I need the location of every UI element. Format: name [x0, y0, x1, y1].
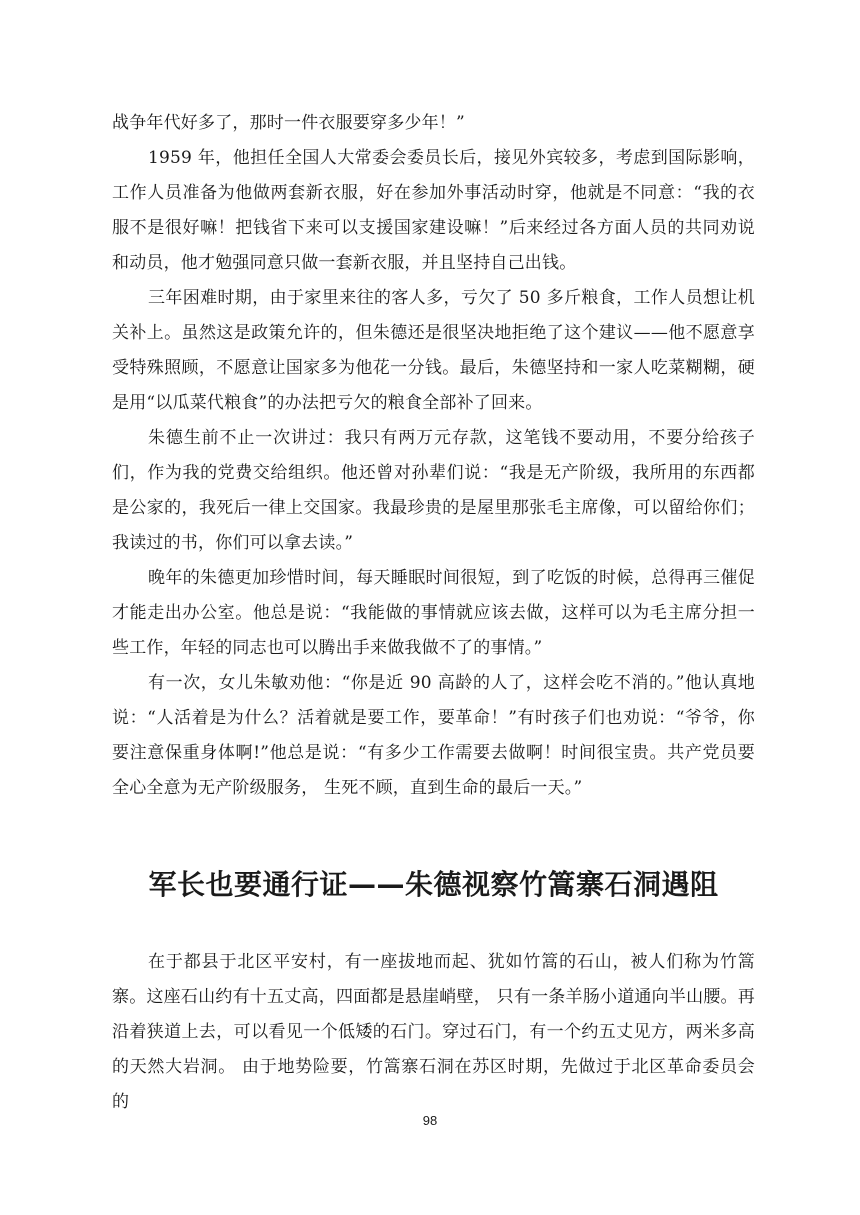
paragraph-daughter: 有一次，女儿朱敏劝他：“你是近 90 高龄的人了，这样会吃不消的。”他认真地说：“人活着是为什么？活着就是要工作，要革命！”有时孩子们也劝说：“爷爷，你要注意保重身体啊!”他总是说：“有多少工作需要去做啊！时间很宝贵。共产党员要全心全意为无产阶级服务， 生死不顾，直到生命的最后一天。” [112, 673, 755, 798]
page-number: 98 [422, 1113, 438, 1128]
section-title: 军长也要通行证——朱德视察竹篙寨石洞遇阻 [148, 868, 719, 901]
paragraph-zhugaozhai: 在于都县于北区平安村，有一座拔地而起、犹如竹篙的石山，被人们称为竹篙寨。这座石山约有十五丈高，四面都是悬崖峭壁， 只有一条羊肠小道通向半山腰。再沿着狭道上去，可以看见一个低矮的石门。穿过石门，有一个约五丈见方，两米多高的天然大岩洞。 由于地势险要，竹篙寨石洞在苏区时期，先做过于北区革命委员会 的 [112, 952, 755, 1112]
body-text-top [112, 106, 755, 806]
paragraph-continuation: 战争年代好多了，那时一件衣服要穿多少年！” [112, 113, 465, 133]
paragraph-hard-times: 三年困难时期，由于家里来往的客人多，亏欠了 50 多斤粮食，工作人员想让机关补上。虽然这是政策允许的，但朱德还是很坚决地拒绝了这个建议——他不愿意享受特殊照顾，不愿意让国家多为他花一分钱。最后，朱德坚持和一家人吃菜糊糊，硬是用“以瓜菜代粮食”的办法把亏欠的粮食全部补了回来。 [112, 288, 755, 413]
paragraph-late-years: 晚年的朱德更加珍惜时间，每天睡眠时间很短，到了吃饭的时候，总得再三催促才能走出办公室。他总是说：“我能做的事情就应该去做，这样可以为毛主席分担一些工作，年轻的同志也可以腾出手来做我做不了的事情。” [112, 568, 755, 658]
body-text-bottom [112, 945, 755, 1120]
paragraph-savings: 朱德生前不止一次讲过：我只有两万元存款，这笔钱不要动用，不要分给孩子们，作为我的党费交给组织。他还曾对孙辈们说：“我是无产阶级，我所用的东西都是公家的，我死后一律上交国家。我最珍贵的是屋里那张毛主席像，可以留给你们；我读过的书，你们可以拿去读。” [112, 428, 755, 553]
paragraph-1959: 1959 年，他担任全国人大常委会委员长后，接见外宾较多，考虑到国际影响，工作人员准备为他做两套新衣服，好在参加外事活动时穿，他就是不同意：“我的衣服不是很好嘛！把钱省下来可以支援国家建设嘛！”后来经过各方面人员的共同劝说和动员，他才勉强同意只做一套新衣服，并且坚持自己出钱。 [112, 148, 755, 273]
